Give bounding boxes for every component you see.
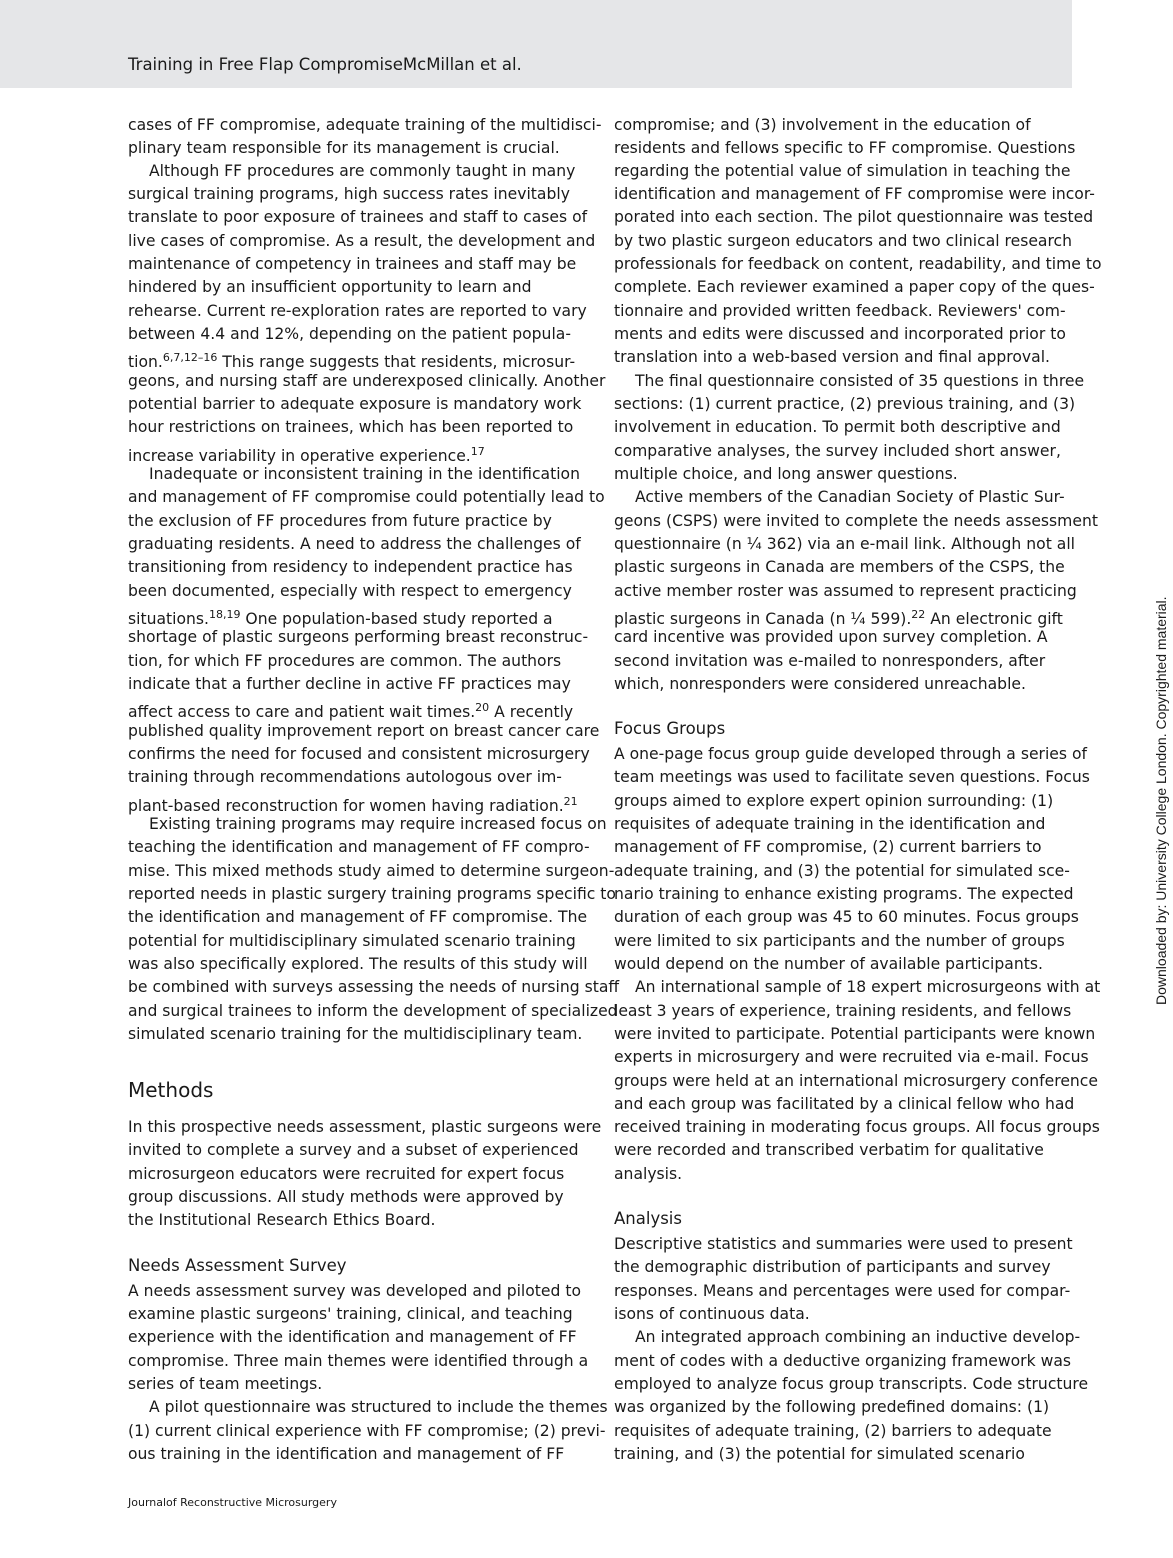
text-line (614, 1420, 1052, 1443)
running-head (128, 55, 522, 74)
text-line (128, 1350, 588, 1373)
line-text: training, and (3) the potential for simulated scenario (614, 1445, 1025, 1463)
line-text: hour restrictions on trainees, which has been reported to (128, 418, 574, 436)
line-text: potential for multidisciplinary simulated scenario training (128, 932, 576, 950)
text-line (128, 393, 581, 416)
text-line (614, 393, 1075, 416)
text-line (128, 114, 601, 137)
citation-superscript: 22 (911, 608, 926, 621)
line-text: rehearse. Current re-exploration rates are reported to vary (128, 302, 587, 320)
text-line (128, 510, 552, 533)
line-text: by two plastic surgeon educators and two clinical research (614, 232, 1072, 250)
text-line (614, 463, 958, 486)
text-line (128, 603, 553, 626)
line-text: Active members of the Canadian Society of Plastic Sur- (635, 488, 1065, 506)
focus-groups-heading: Focus Groups (614, 719, 726, 738)
text-line (614, 883, 1074, 906)
line-text: the identification and management of FF compromise. The (128, 908, 588, 926)
line-text: management of FF compromise, (2) current barriers to (614, 838, 1042, 856)
line-text: porated into each section. The pilot questionnaire was tested (614, 208, 1094, 226)
line-text: live cases of compromise. As a result, the development and (128, 232, 596, 250)
line-text: surgical training programs, high success rates inevitably (128, 185, 570, 203)
line-text: tion, for which FF procedures are common. The authors (128, 652, 562, 670)
text-line (614, 1350, 1071, 1373)
line-text-continued: One population-based study reported a (240, 610, 553, 628)
text-line (128, 440, 485, 463)
line-text: A needs assessment survey was developed and piloted to (128, 1282, 582, 1300)
line-text-continued: This range suggests that residents, microsur- (217, 353, 576, 371)
text-line (128, 673, 571, 696)
text-line (614, 860, 1070, 883)
text-line (614, 1256, 1051, 1279)
line-text: A pilot questionnaire was structured to include the themes (149, 1398, 608, 1416)
line-text: Inadequate or inconsistent training in the identification (149, 465, 580, 483)
text-line (614, 1373, 1088, 1396)
line-text: examine plastic surgeons' training, clinical, and teaching (128, 1305, 573, 1323)
text-line (614, 1116, 1100, 1139)
line-text: tionnaire and provided written feedback. Reviewers' com- (614, 302, 1066, 320)
text-line (128, 836, 590, 859)
text-line (614, 160, 1070, 183)
text-line (128, 1420, 606, 1443)
line-text: which, nonresponders were considered unreachable. (614, 675, 1026, 693)
line-text: geons, and nursing staff are underexposed clinically. Another (128, 372, 606, 390)
line-text: A one-page focus group guide developed through a series of (614, 745, 1087, 763)
text-line (614, 1303, 810, 1326)
line-text: ous training in the identification and management of FF (128, 1445, 565, 1463)
line-text: translation into a web-based version and final approval. (614, 348, 1050, 366)
line-text: reported needs in plastic surgery training programs specific to (128, 885, 616, 903)
line-text: confirms the need for focused and consistent microsurgery (128, 745, 590, 763)
line-text: be combined with surveys assessing the needs of nursing staff (128, 978, 620, 996)
text-line (128, 1396, 608, 1419)
text-line (128, 160, 575, 183)
text-line (614, 440, 1061, 463)
text-line (614, 976, 1100, 999)
text-line (614, 743, 1087, 766)
line-text: Descriptive statistics and summaries were used to present (614, 1235, 1073, 1253)
line-text: groups aimed to explore expert opinion surrounding: (1) (614, 792, 1054, 810)
line-text: geons (CSPS) were invited to complete the needs assessment (614, 512, 1098, 530)
line-text: potential barrier to adequate exposure is mandatory work (128, 395, 582, 413)
text-line (128, 766, 562, 789)
line-text: experts in microsurgery and were recruited via e-mail. Focus (614, 1048, 1089, 1066)
line-text: published quality improvement report on breast cancer care (128, 722, 600, 740)
text-line (128, 906, 587, 929)
text-line (128, 720, 599, 743)
line-text: and surgical trainees to inform the development of specialized (128, 1002, 618, 1020)
line-text: transitioning from residency to independent practice has (128, 558, 573, 576)
line-text: plastic surgeons in Canada (n ¼ 599). (614, 610, 912, 628)
line-text: An integrated approach combining an inductive develop- (635, 1328, 1081, 1346)
text-line (614, 556, 1065, 579)
text-line (128, 1023, 582, 1046)
line-text: the exclusion of FF procedures from future practice by (128, 512, 552, 530)
text-line (614, 930, 1065, 953)
line-text: was organized by the following predefined domains: (1) (614, 1398, 1050, 1416)
line-text-continued: An electronic gift (925, 610, 1063, 628)
journal-footer: Journalof Reconstructive Microsurgery (128, 1496, 337, 1509)
text-line (614, 1023, 1095, 1046)
line-text: plastic surgeons in Canada are members of the CSPS, the (614, 558, 1065, 576)
text-line (128, 953, 588, 976)
text-line (128, 626, 588, 649)
text-line (614, 416, 1061, 439)
text-line (128, 1139, 579, 1162)
line-text: hindered by an insufficient opportunity to learn and (128, 278, 532, 296)
text-line (128, 323, 571, 346)
line-text: sections: (1) current practice, (2) previous training, and (3) (614, 395, 1076, 413)
line-text: requisites of adequate training in the identification and (614, 815, 1046, 833)
line-text: comparative analyses, the survey included short answer, (614, 442, 1061, 460)
running-header-band (0, 0, 1072, 88)
text-line (128, 1303, 573, 1326)
line-text: simulated scenario training for the multidisciplinary team. (128, 1025, 583, 1043)
line-text: residents and fellows specific to FF compromise. Questions (614, 139, 1076, 157)
text-line (614, 1396, 1049, 1419)
line-text: questionnaire (n ¼ 362) via an e-mail link. Although not all (614, 535, 1075, 553)
text-line (128, 183, 570, 206)
text-line (128, 883, 616, 906)
line-text: employed to analyze focus group transcripts. Code structure (614, 1375, 1089, 1393)
line-text: invited to complete a survey and a subset of experienced (128, 1141, 579, 1159)
text-line (128, 790, 578, 813)
line-text: mise. This mixed methods study aimed to determine surgeon- (128, 862, 615, 880)
line-text: situations. (128, 610, 209, 628)
line-text: were recorded and transcribed verbatim for qualitative (614, 1141, 1044, 1159)
line-text: shortage of plastic surgeons performing breast reconstruc- (128, 628, 589, 646)
line-text: the Institutional Research Ethics Board. (128, 1211, 436, 1229)
line-text: compromise; and (3) involvement in the education of (614, 116, 1031, 134)
text-line (614, 230, 1072, 253)
line-text: tion. (128, 353, 163, 371)
text-line (128, 486, 605, 509)
line-text: group discussions. All study methods were approved by (128, 1188, 564, 1206)
line-text: ment of codes with a deductive organizing framework was (614, 1352, 1072, 1370)
text-line (128, 1000, 618, 1023)
text-line (614, 1233, 1073, 1256)
line-text: training through recommendations autologous over im- (128, 768, 562, 786)
text-line (128, 813, 607, 836)
line-text: least 3 years of experience, training residents, and fellows (614, 1002, 1072, 1020)
text-line (128, 580, 572, 603)
line-text: series of team meetings. (128, 1375, 323, 1393)
line-text: between 4.4 and 12%, depending on the patient popula- (128, 325, 571, 343)
line-text: graduating residents. A need to address the challenges of (128, 535, 581, 553)
line-text: experience with the identification and management of FF (128, 1328, 577, 1346)
text-line (128, 370, 605, 393)
text-line (614, 580, 1077, 603)
text-line (128, 1373, 322, 1396)
text-line (614, 626, 1048, 649)
text-line (614, 953, 1043, 976)
text-line (128, 206, 587, 229)
text-line (614, 510, 1098, 533)
line-text: multiple choice, and long answer questions. (614, 465, 958, 483)
text-line (614, 1139, 1044, 1162)
text-line (614, 813, 1045, 836)
text-line (614, 276, 1095, 299)
line-text: duration of each group was 45 to 60 minutes. Focus groups (614, 908, 1079, 926)
text-line (128, 1186, 564, 1209)
line-text: received training in moderating focus groups. All focus groups (614, 1118, 1100, 1136)
line-text-continued: A recently (489, 703, 574, 721)
line-text: involvement in education. To permit both descriptive and (614, 418, 1061, 436)
text-line (128, 463, 580, 486)
citation-superscript: 18,19 (208, 608, 241, 621)
line-text: complete. Each reviewer examined a paper copy of the ques- (614, 278, 1095, 296)
methods-heading: Methods (128, 1078, 214, 1102)
text-line (128, 1443, 564, 1466)
text-line (128, 650, 561, 673)
text-line (128, 253, 576, 276)
line-text: were invited to participate. Potential participants were known (614, 1025, 1096, 1043)
text-line (614, 906, 1079, 929)
citation-superscript: 20 (475, 701, 490, 714)
line-text: affect access to care and patient wait times. (128, 703, 476, 721)
text-line (128, 346, 575, 369)
text-line (614, 1046, 1089, 1069)
line-text: cases of FF compromise, adequate training of the multidisci- (128, 116, 602, 134)
line-text: adequate training, and (3) the potential for simulated sce- (614, 862, 1070, 880)
text-line (614, 766, 1090, 789)
text-line (128, 416, 573, 439)
text-line (614, 1280, 1070, 1303)
running-title: Training in Free Flap Compromise (128, 55, 403, 74)
line-text: active member roster was assumed to represent practicing (614, 582, 1077, 600)
text-line (614, 603, 1063, 626)
text-line (128, 1326, 577, 1349)
text-line (614, 253, 1102, 276)
text-line (128, 976, 619, 999)
line-text: plant-based reconstruction for women having radiation. (128, 797, 564, 815)
text-line (128, 300, 587, 323)
line-text: teaching the identification and management of FF compro- (128, 838, 590, 856)
text-line (614, 370, 1084, 393)
text-line (614, 114, 1031, 137)
line-text: Existing training programs may require increased focus on (149, 815, 607, 833)
text-line (614, 673, 1026, 696)
citation-superscript: 21 (563, 795, 578, 808)
line-text: indicate that a further decline in active FF practices may (128, 675, 571, 693)
line-text: professionals for feedback on content, readability, and time to (614, 255, 1102, 273)
line-text: nario training to enhance existing programs. The expected (614, 885, 1074, 903)
analysis-heading: Analysis (614, 1209, 682, 1228)
line-text: compromise. Three main themes were identified through a (128, 1352, 589, 1370)
text-line (614, 790, 1053, 813)
line-text: (1) current clinical experience with FF compromise; (2) previ- (128, 1422, 606, 1440)
text-line (614, 1093, 1074, 1116)
line-text: responses. Means and percentages were used for compar- (614, 1282, 1071, 1300)
text-line (614, 206, 1093, 229)
line-text: and management of FF compromise could potentially lead to (128, 488, 605, 506)
line-text: translate to poor exposure of trainees and staff to cases of (128, 208, 588, 226)
text-line (128, 743, 590, 766)
text-line (128, 930, 576, 953)
text-line (614, 1443, 1025, 1466)
line-text: and each group was facilitated by a clinical fellow who had (614, 1095, 1075, 1113)
line-text: An international sample of 18 expert microsurgeons with at (635, 978, 1101, 996)
line-text: Although FF procedures are commonly taught in many (149, 162, 576, 180)
citation-superscript: 17 (470, 445, 485, 458)
text-line (128, 860, 614, 883)
text-line (128, 1116, 601, 1139)
line-text: regarding the potential value of simulation in teaching the (614, 162, 1071, 180)
line-text: ments and edits were discussed and incorporated prior to (614, 325, 1066, 343)
text-line (614, 533, 1075, 556)
text-line (128, 137, 560, 160)
text-line (614, 346, 1050, 369)
text-line (614, 137, 1075, 160)
text-line (614, 836, 1042, 859)
line-text: plinary team responsible for its management is crucial. (128, 139, 560, 157)
text-line (614, 300, 1066, 323)
line-text: increase variability in operative experience. (128, 447, 471, 465)
line-text: identification and management of FF compromise were incor- (614, 185, 1095, 203)
text-line (128, 1209, 435, 1232)
line-text: would depend on the number of available participants. (614, 955, 1043, 973)
line-text: the demographic distribution of participants and survey (614, 1258, 1051, 1276)
line-text: card incentive was provided upon survey completion. A (614, 628, 1048, 646)
text-line (614, 1163, 682, 1186)
text-line (614, 1326, 1080, 1349)
line-text: requisites of adequate training, (2) barriers to adequate (614, 1422, 1052, 1440)
line-text: were limited to six participants and the number of groups (614, 932, 1065, 950)
running-authors: McMillan et al. (402, 55, 522, 74)
line-text: analysis. (614, 1165, 683, 1183)
text-line (128, 696, 573, 719)
line-text: The final questionnaire consisted of 35 questions in three (635, 372, 1085, 390)
line-text: second invitation was e-mailed to nonresponders, after (614, 652, 1046, 670)
text-line (614, 650, 1045, 673)
line-text: In this prospective needs assessment, plastic surgeons were (128, 1118, 602, 1136)
text-line (128, 230, 595, 253)
text-line (128, 533, 581, 556)
text-line (128, 1280, 581, 1303)
line-text: team meetings was used to facilitate seven questions. Focus (614, 768, 1090, 786)
download-watermark: Downloaded by: University College London. Copyrighted material. (1153, 596, 1169, 1005)
line-text: been documented, especially with respect to emergency (128, 582, 572, 600)
line-text: microsurgeon educators were recruited for expert focus (128, 1165, 565, 1183)
text-line (614, 323, 1066, 346)
line-text: isons of continuous data. (614, 1305, 810, 1323)
line-text: groups were held at an international microsurgery conference (614, 1072, 1098, 1090)
text-line (128, 276, 532, 299)
text-line (614, 486, 1065, 509)
text-line (614, 1070, 1098, 1093)
text-line (614, 183, 1095, 206)
text-line (128, 1163, 564, 1186)
text-line (128, 556, 573, 579)
line-text: maintenance of competency in trainees and staff may be (128, 255, 577, 273)
text-line (614, 1000, 1071, 1023)
citation-superscript: 6,7,12–16 (162, 351, 218, 364)
line-text: was also specifically explored. The results of this study will (128, 955, 588, 973)
needs-assessment-survey-heading: Needs Assessment Survey (128, 1256, 347, 1275)
